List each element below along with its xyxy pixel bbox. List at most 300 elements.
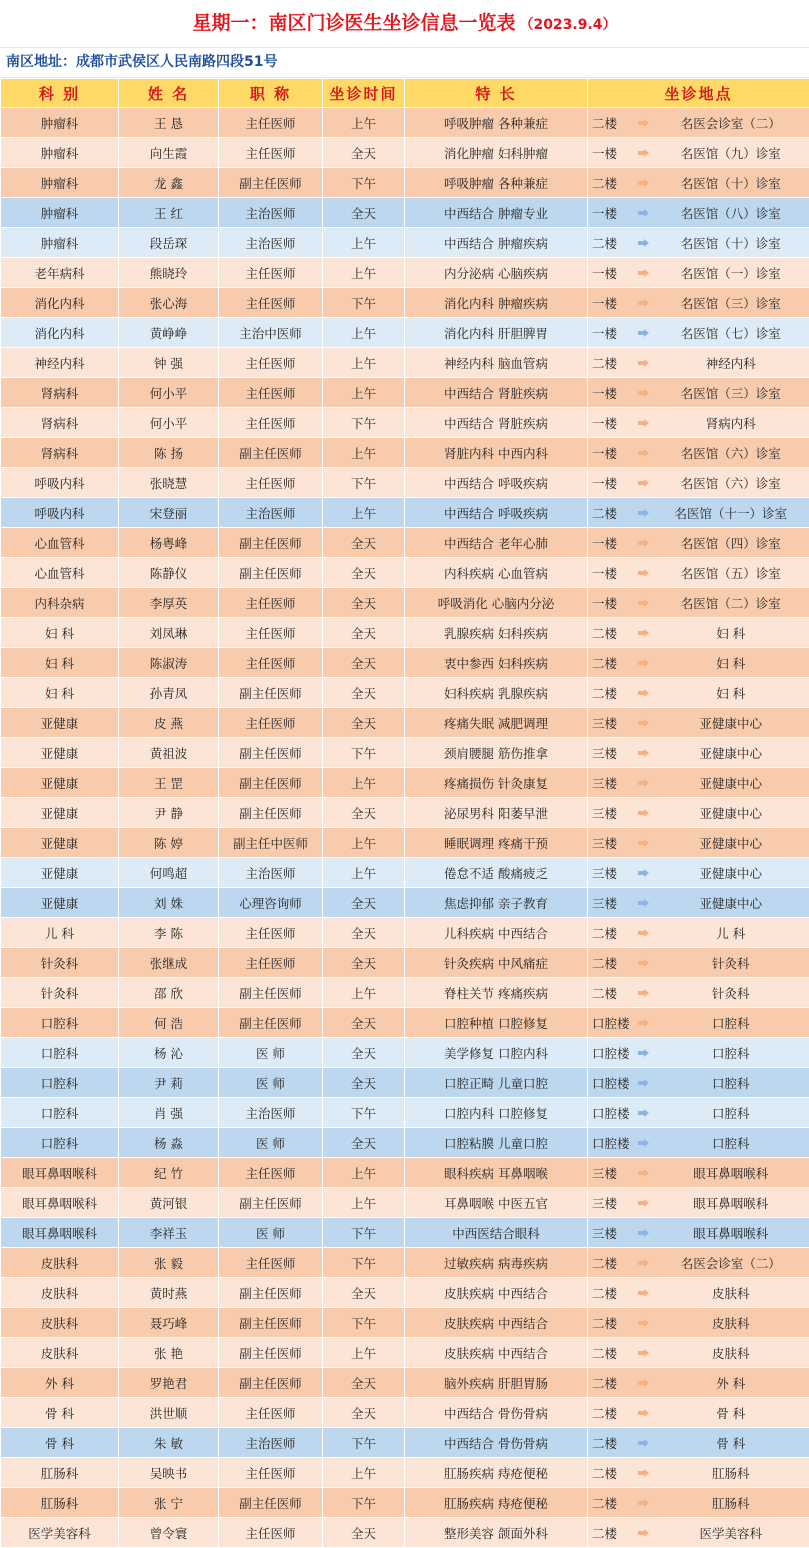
cell-room [636,1158,809,1188]
cell-clinic-time: 全天 [323,888,405,918]
cell-clinic-time: 全天 [323,1068,405,1098]
table-row [1,1308,809,1338]
cell-room [636,828,809,858]
cell-doctor-title: 主任医师 [219,918,323,948]
room-label: 名医馆（一）诊室 [653,264,809,282]
cell-doctor-title: 主任医师 [219,1518,323,1548]
room-label: 皮肤科 [653,1284,809,1302]
cell-floor: 三楼 [588,798,636,828]
cell-clinic-time: 上午 [323,1458,405,1488]
arrow-right-icon [638,1259,649,1267]
arrow-right-icon [638,239,649,247]
room-label: 骨 科 [653,1434,809,1452]
cell-clinic-time: 全天 [323,528,405,558]
room-wrapper [636,594,809,612]
col-header-specialty: 特 长 [405,79,588,108]
col-header-time: 坐诊时间 [323,79,405,108]
cell-floor: 三楼 [588,738,636,768]
cell-floor: 一楼 [588,378,636,408]
cell-floor: 二楼 [588,648,636,678]
cell-clinic-time: 上午 [323,498,405,528]
cell-floor: 二楼 [588,1368,636,1398]
cell-doctor-title: 副主任医师 [219,1308,323,1338]
cell-floor: 二楼 [588,1248,636,1278]
cell-doctor-title: 副主任医师 [219,528,323,558]
table-row [1,1398,809,1428]
address-line: 南区地址：成都市武侯区人民南路四段51号 [0,48,809,78]
cell-doctor-title: 主治医师 [219,228,323,258]
cell-room [636,498,809,528]
cell-floor: 二楼 [588,1308,636,1338]
cell-room [636,288,809,318]
cell-doctor-title: 副主任医师 [219,738,323,768]
arrow-right-icon [638,1079,649,1087]
cell-floor: 一楼 [588,138,636,168]
cell-floor: 一楼 [588,408,636,438]
cell-doctor-name: 何小平 [119,408,219,438]
table-row [1,1338,809,1368]
room-wrapper [636,1044,809,1062]
table-row [1,1518,809,1548]
room-label: 肾病内科 [653,414,809,432]
cell-room [636,1428,809,1458]
room-label: 针灸科 [653,984,809,1002]
table-row [1,798,809,828]
cell-department: 妇 科 [1,678,119,708]
cell-specialty: 中西结合 骨伤骨病 [405,1428,588,1458]
table-row [1,1038,809,1068]
cell-doctor-name: 杨 沁 [119,1038,219,1068]
table-row [1,858,809,888]
room-label: 眼耳鼻咽喉科 [653,1164,809,1182]
cell-doctor-name: 李 陈 [119,918,219,948]
cell-department: 亚健康 [1,738,119,768]
table-row [1,1488,809,1518]
room-label: 名医馆（六）诊室 [653,444,809,462]
cell-doctor-name: 熊晓玲 [119,258,219,288]
cell-department: 骨 科 [1,1398,119,1428]
cell-department: 神经内科 [1,348,119,378]
cell-doctor-name: 肖 强 [119,1098,219,1128]
cell-room [636,108,809,138]
cell-specialty: 脊柱关节 疼痛疾病 [405,978,588,1008]
table-header-row [1,79,809,108]
cell-specialty: 整形美容 颌面外科 [405,1518,588,1548]
cell-doctor-title: 主任医师 [219,1248,323,1278]
table-row [1,1218,809,1248]
room-label: 名医馆（三）诊室 [653,294,809,312]
table-row [1,198,809,228]
room-wrapper [636,1494,809,1512]
table-row [1,1458,809,1488]
cell-clinic-time: 上午 [323,858,405,888]
cell-room [636,228,809,258]
cell-doctor-name: 曾令寰 [119,1518,219,1548]
cell-doctor-title: 副主任医师 [219,168,323,198]
arrow-right-icon [638,1139,649,1147]
cell-doctor-name: 张晓慧 [119,468,219,498]
room-label: 名医馆（五）诊室 [653,564,809,582]
cell-clinic-time: 全天 [323,708,405,738]
cell-floor: 口腔楼 [588,1128,636,1158]
cell-doctor-title: 主治医师 [219,198,323,228]
room-wrapper [636,144,809,162]
room-wrapper [636,504,809,522]
cell-clinic-time: 全天 [323,948,405,978]
cell-clinic-time: 上午 [323,258,405,288]
cell-floor: 二楼 [588,108,636,138]
room-label: 皮肤科 [653,1314,809,1332]
cell-room [636,258,809,288]
cell-doctor-title: 主任医师 [219,408,323,438]
cell-doctor-name: 朱 敏 [119,1428,219,1458]
cell-doctor-name: 张继成 [119,948,219,978]
cell-department: 皮肤科 [1,1248,119,1278]
cell-floor: 一楼 [588,588,636,618]
cell-doctor-title: 副主任医师 [219,1338,323,1368]
cell-clinic-time: 全天 [323,798,405,828]
cell-clinic-time: 下午 [323,288,405,318]
arrow-right-icon [638,899,649,907]
cell-doctor-title: 副主任医师 [219,798,323,828]
room-label: 肛肠科 [653,1494,809,1512]
cell-department: 口腔科 [1,1008,119,1038]
room-label: 名医馆（十）诊室 [653,174,809,192]
cell-room [636,948,809,978]
cell-doctor-title: 主任医师 [219,288,323,318]
room-wrapper [636,234,809,252]
cell-room [636,1098,809,1128]
room-wrapper [636,1524,809,1542]
cell-floor: 一楼 [588,468,636,498]
cell-clinic-time: 全天 [323,678,405,708]
cell-floor: 口腔楼 [588,1098,636,1128]
cell-doctor-title: 主任医师 [219,348,323,378]
cell-floor: 二楼 [588,1518,636,1548]
arrow-right-icon [638,1439,649,1447]
cell-specialty: 睡眠调理 疼痛干预 [405,828,588,858]
table-row [1,228,809,258]
cell-specialty: 中西结合 老年心肺 [405,528,588,558]
cell-specialty: 眼科疾病 耳鼻咽喉 [405,1158,588,1188]
room-wrapper [636,414,809,432]
cell-clinic-time: 下午 [323,1488,405,1518]
table-row [1,978,809,1008]
cell-specialty: 耳鼻咽喉 中医五官 [405,1188,588,1218]
room-label: 名医馆（六）诊室 [653,474,809,492]
cell-floor: 三楼 [588,1218,636,1248]
cell-doctor-name: 刘凤琳 [119,618,219,648]
cell-clinic-time: 全天 [323,918,405,948]
cell-specialty: 消化内科 肝胆脾胃 [405,318,588,348]
room-wrapper [636,624,809,642]
table-row [1,1248,809,1278]
cell-department: 肿瘤科 [1,198,119,228]
room-wrapper [636,354,809,372]
cell-room [636,1188,809,1218]
cell-clinic-time: 全天 [323,1518,405,1548]
cell-doctor-title: 主任医师 [219,258,323,288]
cell-floor: 三楼 [588,828,636,858]
cell-department: 妇 科 [1,648,119,678]
cell-doctor-name: 向生霞 [119,138,219,168]
cell-room [636,588,809,618]
table-row [1,828,809,858]
table-row [1,648,809,678]
cell-specialty: 皮肤疾病 中西结合 [405,1308,588,1338]
cell-floor: 一楼 [588,438,636,468]
cell-doctor-name: 何小平 [119,378,219,408]
room-wrapper [636,1194,809,1212]
arrow-right-icon [638,1199,649,1207]
doctor-schedule-table [0,78,809,1548]
cell-doctor-title: 医 师 [219,1128,323,1158]
cell-floor: 一楼 [588,288,636,318]
cell-specialty: 神经内科 脑血管病 [405,348,588,378]
cell-floor: 口腔楼 [588,1008,636,1038]
table-row [1,678,809,708]
cell-room [636,1278,809,1308]
cell-doctor-name: 张 宁 [119,1488,219,1518]
table-row [1,528,809,558]
cell-floor: 三楼 [588,708,636,738]
cell-doctor-name: 尹 静 [119,798,219,828]
cell-clinic-time: 上午 [323,768,405,798]
cell-doctor-title: 副主任中医师 [219,828,323,858]
room-label: 亚健康中心 [653,744,809,762]
table-row [1,1428,809,1458]
room-label: 名医会诊室（二） [653,1254,809,1272]
cell-specialty: 口腔内科 口腔修复 [405,1098,588,1128]
cell-clinic-time: 下午 [323,468,405,498]
table-row [1,918,809,948]
arrow-right-icon [638,1499,649,1507]
cell-department: 妇 科 [1,618,119,648]
cell-floor: 二楼 [588,168,636,198]
cell-department: 口腔科 [1,1038,119,1068]
cell-doctor-name: 张 艳 [119,1338,219,1368]
room-label: 名医馆（二）诊室 [653,594,809,612]
table-row [1,258,809,288]
cell-doctor-name: 何 浩 [119,1008,219,1038]
cell-doctor-title: 主任医师 [219,468,323,498]
table-row [1,138,809,168]
arrow-right-icon [638,1109,649,1117]
room-wrapper [636,1074,809,1092]
cell-doctor-name: 李厚英 [119,588,219,618]
cell-specialty: 针灸疾病 中风痛症 [405,948,588,978]
cell-floor: 一楼 [588,318,636,348]
cell-doctor-title: 副主任医师 [219,558,323,588]
room-wrapper [636,1224,809,1242]
arrow-right-icon [638,779,649,787]
cell-floor: 三楼 [588,768,636,798]
cell-doctor-name: 尹 莉 [119,1068,219,1098]
cell-specialty: 美学修复 口腔内科 [405,1038,588,1068]
cell-doctor-name: 纪 竹 [119,1158,219,1188]
room-label: 亚健康中心 [653,894,809,912]
cell-doctor-name: 黄峥峥 [119,318,219,348]
room-label: 眼耳鼻咽喉科 [653,1194,809,1212]
cell-department: 外 科 [1,1368,119,1398]
cell-department: 皮肤科 [1,1278,119,1308]
table-row [1,1128,809,1158]
table-row [1,288,809,318]
room-label: 皮肤科 [653,1344,809,1362]
table-row [1,1098,809,1128]
cell-department: 医学美容科 [1,1518,119,1548]
cell-specialty: 皮肤疾病 中西结合 [405,1278,588,1308]
cell-department: 呼吸内科 [1,468,119,498]
room-label: 针灸科 [653,954,809,972]
arrow-right-icon [638,929,649,937]
room-wrapper [636,1284,809,1302]
arrow-right-icon [638,359,649,367]
cell-room [636,468,809,498]
cell-department: 口腔科 [1,1098,119,1128]
cell-doctor-title: 主治医师 [219,498,323,528]
cell-specialty: 焦虑抑郁 亲子教育 [405,888,588,918]
cell-floor: 二楼 [588,918,636,948]
cell-room [636,1488,809,1518]
table-row [1,168,809,198]
room-wrapper [636,924,809,942]
cell-doctor-title: 主任医师 [219,138,323,168]
room-wrapper [636,1254,809,1272]
cell-floor: 一楼 [588,558,636,588]
room-wrapper [636,714,809,732]
col-header-location: 坐诊地点 [588,79,809,108]
cell-department: 皮肤科 [1,1338,119,1368]
cell-clinic-time: 全天 [323,138,405,168]
cell-specialty: 倦怠不适 酸痛疲乏 [405,858,588,888]
cell-doctor-title: 副主任医师 [219,1368,323,1398]
room-wrapper [636,1344,809,1362]
arrow-right-icon [638,1529,649,1537]
cell-specialty: 儿科疾病 中西结合 [405,918,588,948]
cell-floor: 一楼 [588,258,636,288]
room-wrapper [636,864,809,882]
room-wrapper [636,1164,809,1182]
cell-doctor-title: 副主任医师 [219,678,323,708]
cell-department: 亚健康 [1,858,119,888]
cell-department: 亚健康 [1,888,119,918]
arrow-right-icon [638,1379,649,1387]
cell-clinic-time: 上午 [323,1158,405,1188]
cell-doctor-title: 主任医师 [219,618,323,648]
cell-specialty: 脑外疾病 肝胆胃肠 [405,1368,588,1398]
room-label: 儿 科 [653,924,809,942]
cell-specialty: 呼吸肿瘤 各种兼症 [405,108,588,138]
room-wrapper [636,174,809,192]
cell-room [636,1398,809,1428]
cell-department: 儿 科 [1,918,119,948]
col-header-dept: 科 别 [1,79,119,108]
cell-specialty: 疼痛失眠 减肥调理 [405,708,588,738]
room-label: 口腔科 [653,1074,809,1092]
room-wrapper [636,1014,809,1032]
room-wrapper [636,564,809,582]
cell-clinic-time: 全天 [323,1038,405,1068]
cell-specialty: 中西结合 肾脏疾病 [405,408,588,438]
cell-doctor-title: 主任医师 [219,948,323,978]
cell-room [636,1308,809,1338]
cell-department: 老年病科 [1,258,119,288]
cell-floor: 三楼 [588,858,636,888]
cell-floor: 三楼 [588,1188,636,1218]
table-row [1,1368,809,1398]
room-label: 口腔科 [653,1134,809,1152]
cell-room [636,348,809,378]
cell-doctor-name: 吴映书 [119,1458,219,1488]
cell-room [636,918,809,948]
room-wrapper [636,654,809,672]
room-wrapper [636,474,809,492]
cell-doctor-name: 刘 姝 [119,888,219,918]
room-label: 妇 科 [653,654,809,672]
cell-department: 心血管科 [1,558,119,588]
room-wrapper [636,264,809,282]
arrow-right-icon [638,389,649,397]
room-wrapper [636,1404,809,1422]
room-wrapper [636,1374,809,1392]
cell-room [636,168,809,198]
cell-room [636,408,809,438]
room-wrapper [636,384,809,402]
cell-clinic-time: 全天 [323,648,405,678]
cell-room [636,1038,809,1068]
cell-doctor-title: 主治医师 [219,858,323,888]
cell-specialty: 乳腺疾病 妇科疾病 [405,618,588,648]
cell-clinic-time: 下午 [323,168,405,198]
table-row [1,348,809,378]
cell-doctor-name: 黄河银 [119,1188,219,1218]
cell-doctor-title: 医 师 [219,1068,323,1098]
cell-doctor-name: 段岳琛 [119,228,219,258]
cell-clinic-time: 下午 [323,408,405,438]
cell-doctor-name: 宋登丽 [119,498,219,528]
cell-specialty: 中西结合 肾脏疾病 [405,378,588,408]
cell-doctor-title: 主任医师 [219,1158,323,1188]
cell-doctor-title: 主任医师 [219,1398,323,1428]
arrow-right-icon [638,119,649,127]
arrow-right-icon [638,1169,649,1177]
table-row [1,588,809,618]
cell-doctor-name: 杨 淼 [119,1128,219,1158]
cell-department: 眼耳鼻咽喉科 [1,1218,119,1248]
cell-doctor-title: 主治医师 [219,1428,323,1458]
cell-floor: 口腔楼 [588,1038,636,1068]
cell-room [636,1368,809,1398]
cell-clinic-time: 上午 [323,828,405,858]
cell-department: 肿瘤科 [1,168,119,198]
arrow-right-icon [638,719,649,727]
arrow-right-icon [638,869,649,877]
cell-clinic-time: 上午 [323,378,405,408]
table-row [1,468,809,498]
cell-room [636,558,809,588]
cell-room [636,678,809,708]
room-wrapper [636,1104,809,1122]
arrow-right-icon [638,269,649,277]
room-wrapper [636,1464,809,1482]
cell-department: 肛肠科 [1,1488,119,1518]
arrow-right-icon [638,1229,649,1237]
table-row [1,888,809,918]
cell-specialty: 中西结合 呼吸疾病 [405,468,588,498]
cell-department: 针灸科 [1,948,119,978]
arrow-right-icon [638,419,649,427]
